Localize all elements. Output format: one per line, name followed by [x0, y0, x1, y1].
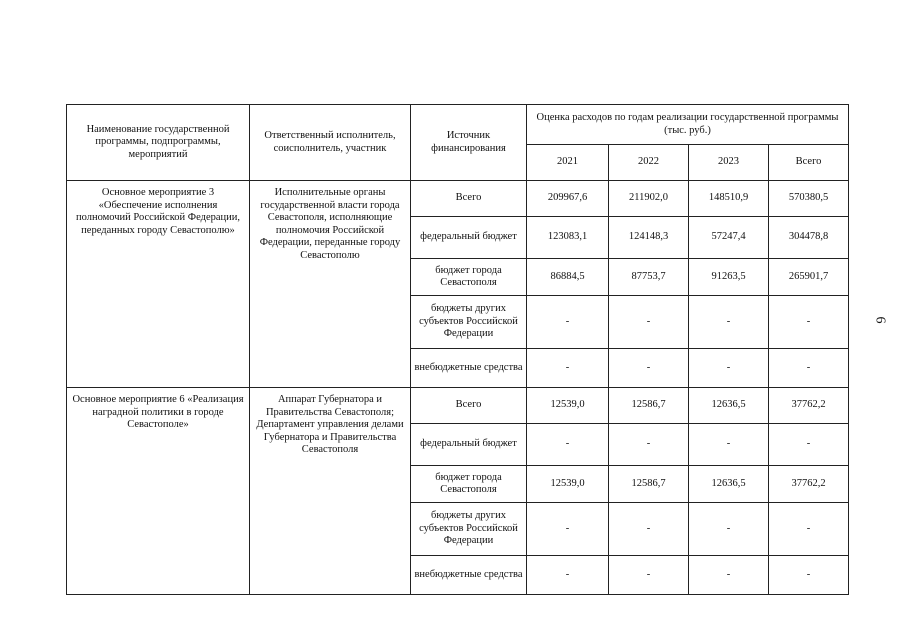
source-cell: бюджеты других субъектов Российской Федерации: [411, 296, 527, 349]
value-cell: -: [609, 349, 689, 388]
value-cell: 91263,5: [689, 259, 769, 296]
value-cell: 570380,5: [769, 181, 849, 217]
value-cell: 12539,0: [527, 466, 609, 503]
source-cell: бюджет города Севастополя: [411, 466, 527, 503]
value-cell: -: [769, 349, 849, 388]
table-row: [67, 181, 849, 217]
budget-table: [66, 104, 849, 595]
header-executor: Ответственный исполнитель, соисполнитель, участник: [250, 105, 411, 181]
source-cell: Всего: [411, 181, 527, 217]
header-year-2022: 2022: [609, 145, 689, 181]
value-cell: 86884,5: [527, 259, 609, 296]
value-cell: 123083,1: [527, 217, 609, 259]
value-cell: 148510,9: [689, 181, 769, 217]
source-cell: федеральный бюджет: [411, 217, 527, 259]
executor-cell: Аппарат Губернатора и Правительства Севастополя; Департамент управления делами Губернатора и Правительства Севастополя: [250, 388, 411, 595]
value-cell: -: [609, 503, 689, 556]
value-cell: -: [689, 424, 769, 466]
source-cell: бюджет города Севастополя: [411, 259, 527, 296]
value-cell: -: [527, 503, 609, 556]
executor-cell: Исполнительные органы государственной власти города Севастополя, исполняющие полномочия Российской Федерации, переданные городу Севастополю: [250, 181, 411, 388]
value-cell: 209967,6: [527, 181, 609, 217]
header-program-name: Наименование государственной программы, подпрограммы, мероприятий: [67, 105, 250, 181]
value-cell: 12636,5: [689, 388, 769, 424]
value-cell: 57247,4: [689, 217, 769, 259]
value-cell: -: [769, 424, 849, 466]
value-cell: -: [769, 503, 849, 556]
source-cell: бюджеты других субъектов Российской Федерации: [411, 503, 527, 556]
program-name-cell: Основное мероприятие 6 «Реализация наградной политики в городе Севастополе»: [67, 388, 250, 595]
value-cell: -: [527, 556, 609, 595]
value-cell: -: [527, 349, 609, 388]
value-cell: 124148,3: [609, 217, 689, 259]
header-year-2021: 2021: [527, 145, 609, 181]
table-row: [67, 388, 849, 424]
value-cell: -: [527, 424, 609, 466]
value-cell: -: [689, 503, 769, 556]
header-year-2023: 2023: [689, 145, 769, 181]
value-cell: -: [689, 349, 769, 388]
program-name-cell: Основное мероприятие 3 «Обеспечение исполнения полномочий Российской Федерации, переданных городу Севастополю»: [67, 181, 250, 388]
value-cell: 87753,7: [609, 259, 689, 296]
value-cell: -: [527, 296, 609, 349]
value-cell: 265901,7: [769, 259, 849, 296]
value-cell: 12636,5: [689, 466, 769, 503]
page-number: 6: [872, 316, 888, 324]
header-total: Всего: [769, 145, 849, 181]
header-expense-estimate: Оценка расходов по годам реализации государственной программы (тыс. руб.): [527, 105, 849, 145]
value-cell: 304478,8: [769, 217, 849, 259]
source-cell: Всего: [411, 388, 527, 424]
value-cell: -: [769, 296, 849, 349]
value-cell: 37762,2: [769, 388, 849, 424]
value-cell: -: [609, 424, 689, 466]
value-cell: -: [689, 296, 769, 349]
value-cell: -: [689, 556, 769, 595]
source-cell: внебюджетные средства: [411, 349, 527, 388]
value-cell: 12539,0: [527, 388, 609, 424]
value-cell: -: [769, 556, 849, 595]
source-cell: федеральный бюджет: [411, 424, 527, 466]
header-funding-source: Источник финансирования: [411, 105, 527, 181]
value-cell: 37762,2: [769, 466, 849, 503]
value-cell: -: [609, 556, 689, 595]
value-cell: 211902,0: [609, 181, 689, 217]
value-cell: 12586,7: [609, 466, 689, 503]
value-cell: 12586,7: [609, 388, 689, 424]
value-cell: -: [609, 296, 689, 349]
source-cell: внебюджетные средства: [411, 556, 527, 595]
